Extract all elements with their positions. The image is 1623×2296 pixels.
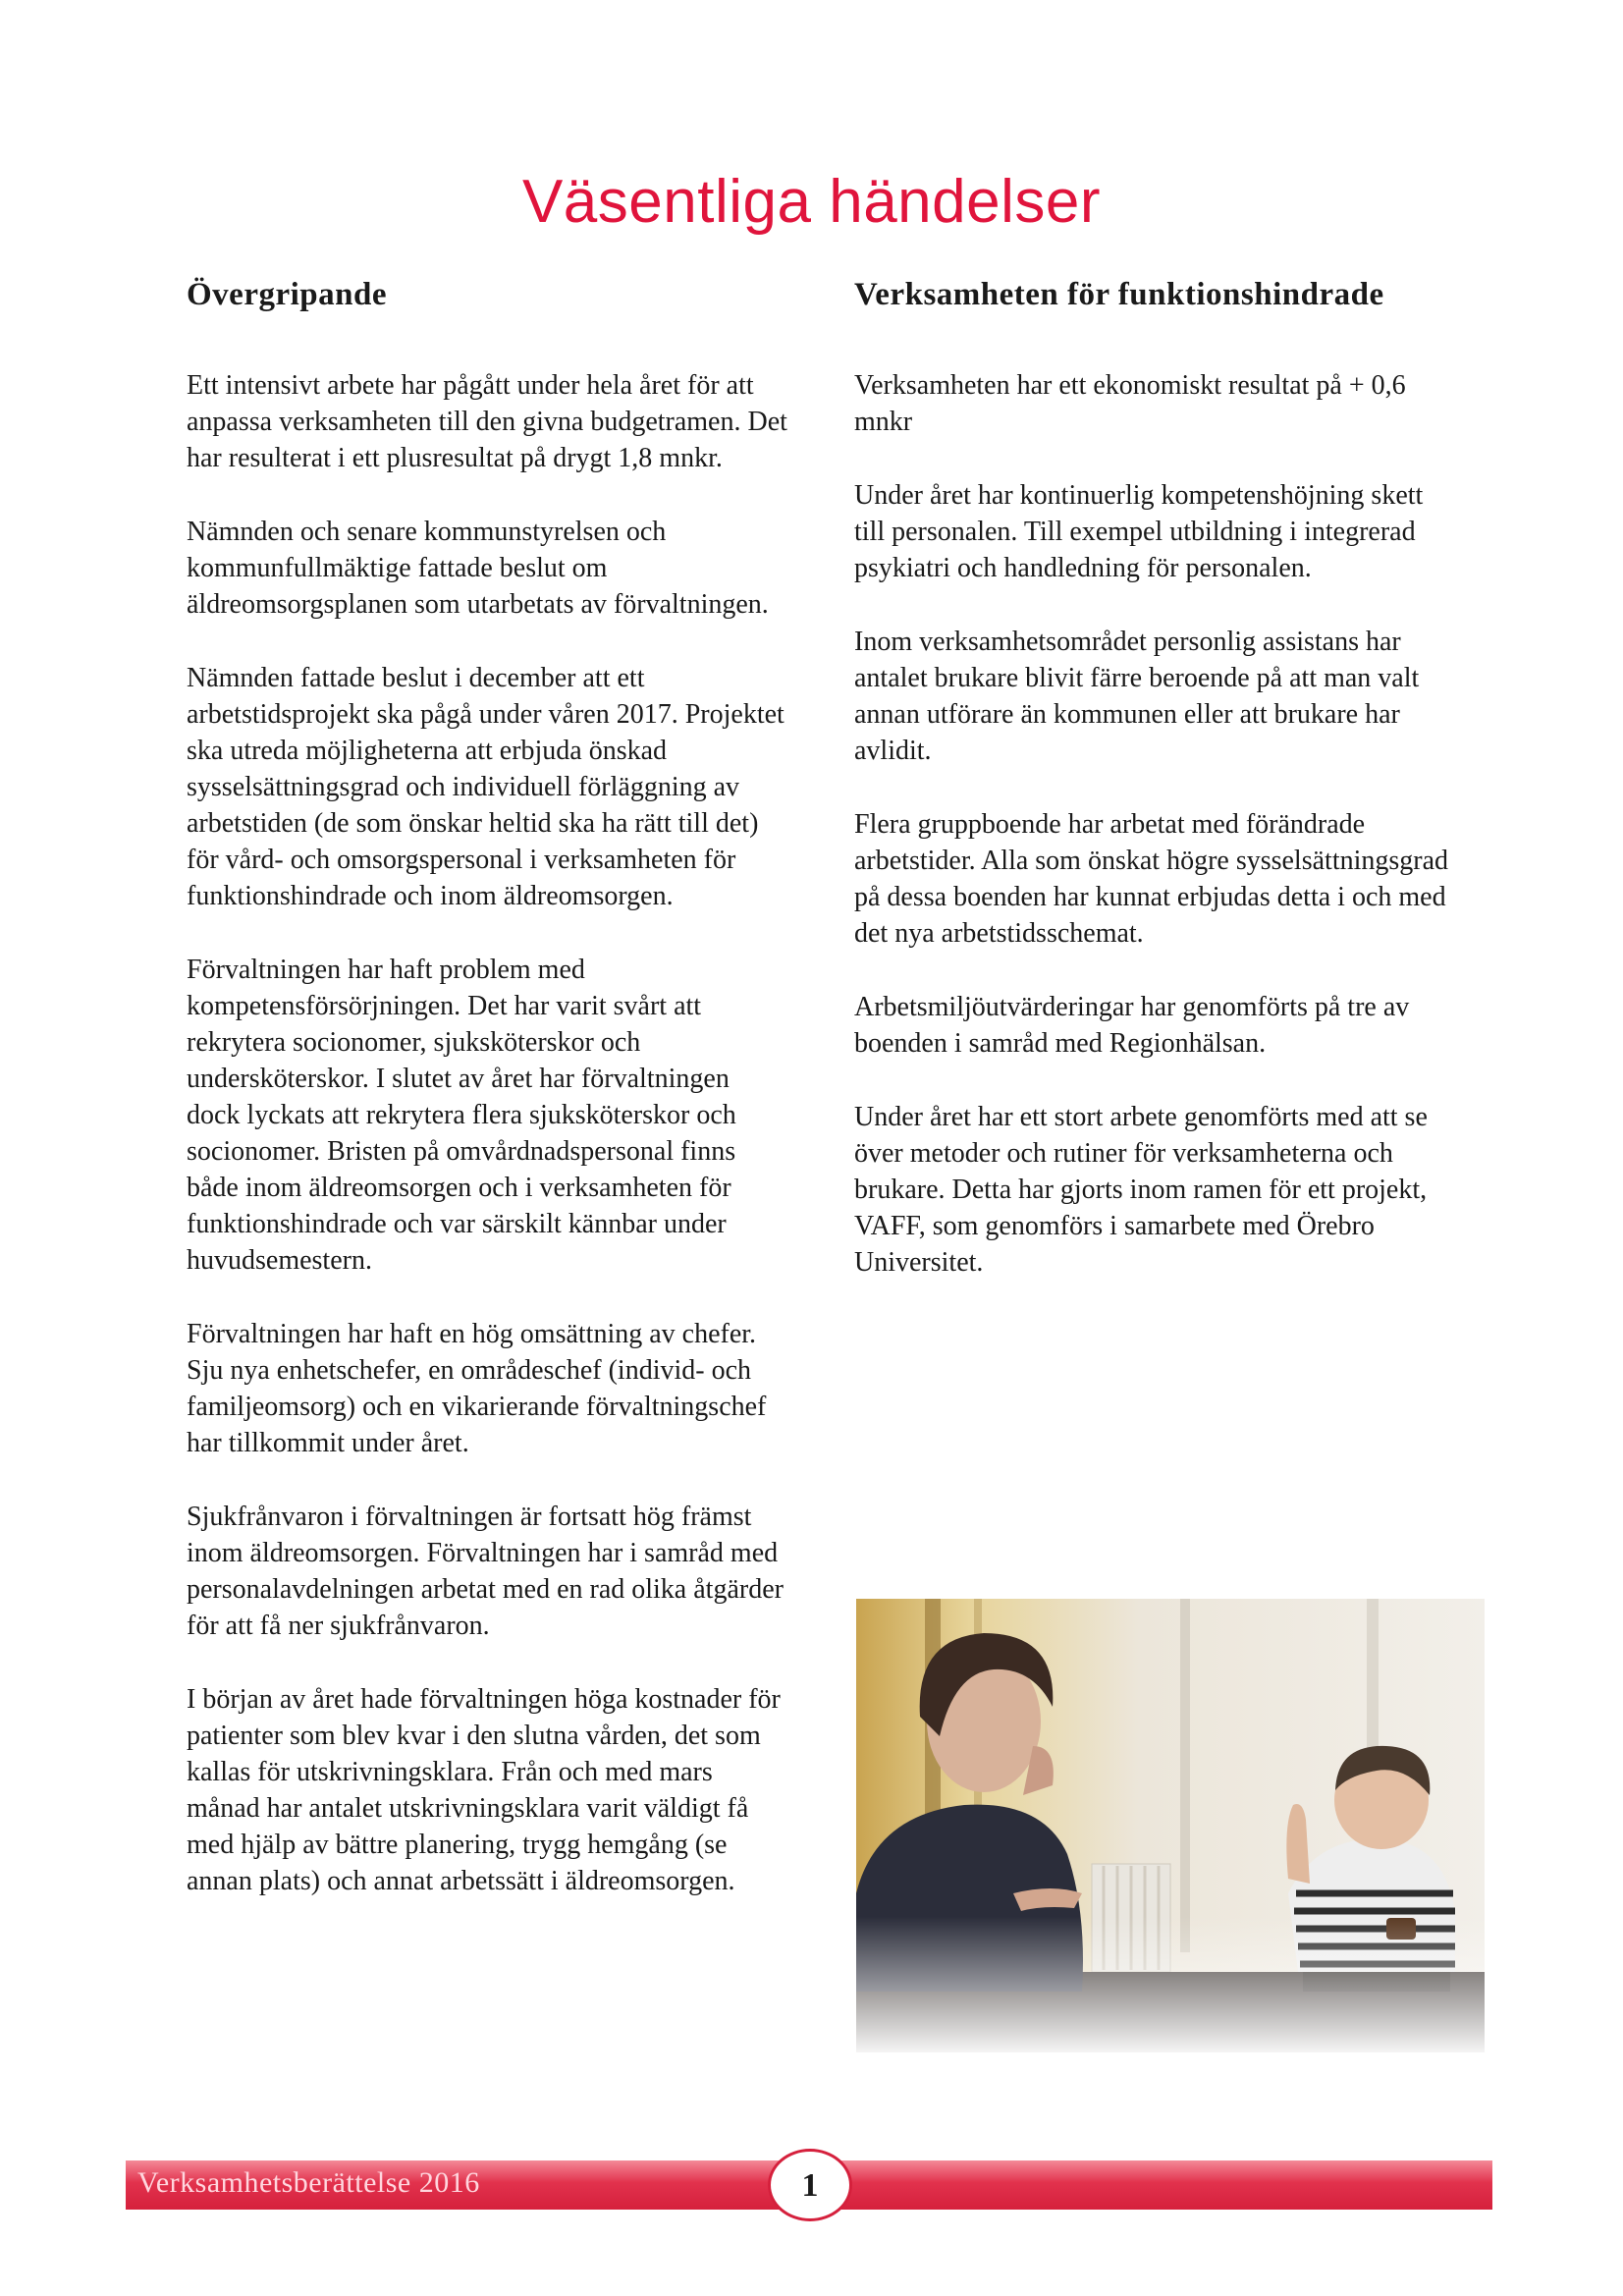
footer-label: Verksamhetsberättelse 2016: [137, 2166, 480, 2199]
page-title: Väsentliga händelser: [521, 168, 1102, 236]
left-paragraph: Sjukfrånvaron i förvaltningen är fortsatt hög främst inom äldreomsorgen. Förvaltningen har i samråd med personalavdelningen arbetat med en rad olika åtgärder för att få ner sjukfrånvaron.: [187, 1502, 784, 1641]
left-paragraph: Nämnden fattade beslut i december att ett arbetstidsprojekt ska pågå under våren 2017. Projektet ska utreda möjligheterna att erbjuda önskad sysselsättningsgrad och individuell förläggning av arbetstiden (de som önskar heltid ska ha rätt till det) för vård- och omsorgspersonal i verksamheten för funktionshindrade och inom äldreomsorgen.: [187, 663, 784, 911]
photo-illustration: [856, 1599, 1485, 2052]
right-paragraph: Flera gruppboende har arbetat med förändrade arbetstider. Alla som önskat högre sysselsättningsgrad på dessa boenden har kunnat erbjudas detta i och med det nya arbetstidsschemat.: [854, 809, 1449, 949]
left-column: [187, 273, 800, 1937]
right-paragraph: Inom verksamhetsområdet personlig assistans har antalet brukare blivit färre beroende på att man valt annan utförare än kommunen eller att brukare har avlidit.: [854, 627, 1420, 766]
photo-woman-and-child: [856, 1599, 1485, 2052]
right-paragraph: Arbetsmiljöutvärderingar har genomförts på tre av boenden i samråd med Regionhälsan.: [854, 992, 1410, 1059]
right-paragraph: Under året har kontinuerlig kompetenshöjning skett till personalen. Till exempel utbildning i integrerad psykiatri och handledning för personalen.: [854, 480, 1424, 583]
page-number: 1: [768, 2149, 852, 2221]
right-column-heading: Verksamheten för funktionshindrade: [854, 277, 1384, 312]
left-column-heading: Övergripande: [187, 277, 387, 312]
left-paragraph: I början av året hade förvaltningen höga kostnader för patienter som blev kvar i den slutna vården, det som kallas för utskrivningsklara. Från och med mars månad har antalet utskrivningsklara varit väldigt få med hjälp av bättre planering, trygg hemgång (se annan plats) och annat arbetssätt i äldreomsorgen.: [187, 1684, 781, 1896]
right-paragraph: Verksamheten har ett ekonomiskt resultat på + 0,6 mnkr: [854, 370, 1406, 437]
left-paragraph: Förvaltningen har haft en hög omsättning av chefer. Sju nya enhetschefer, en områdeschef (individ- och familjeomsorg) och en vikarierande förvaltningschef har tillkommit under året.: [187, 1319, 767, 1458]
left-paragraph: Nämnden och senare kommunstyrelsen och kommunfullmäktige fattade beslut om äldreomsorgsplanen som utarbetats av förvaltningen.: [187, 517, 769, 620]
right-paragraph: Under året har ett stort arbete genomförts med att se över metoder och rutiner för verksamheterna och brukare. Detta har gjorts inom ramen för ett projekt, VAFF, som genomförs i samarbete med Örebro Universitet.: [854, 1102, 1428, 1278]
left-paragraph: Förvaltningen har haft problem med kompetensförsörjningen. Det har varit svårt att rekrytera socionomer, sjuksköterskor och undersköterskor. I slutet av året har förvaltningen dock lyckats att rekrytera flera sjuksköterskor och socionomer. Bristen på omvårdnadspersonal finns både inom äldreomsorgen och i verksamheten för funktionshindrade och var särskilt kännbar under huvudsemestern.: [187, 955, 736, 1276]
left-paragraph: Ett intensivt arbete har pågått under hela året för att anpassa verksamheten till den givna budgetramen. Det har resulterat i ett plusresultat på drygt 1,8 mnkr.: [187, 370, 787, 473]
right-column: [854, 273, 1468, 1318]
